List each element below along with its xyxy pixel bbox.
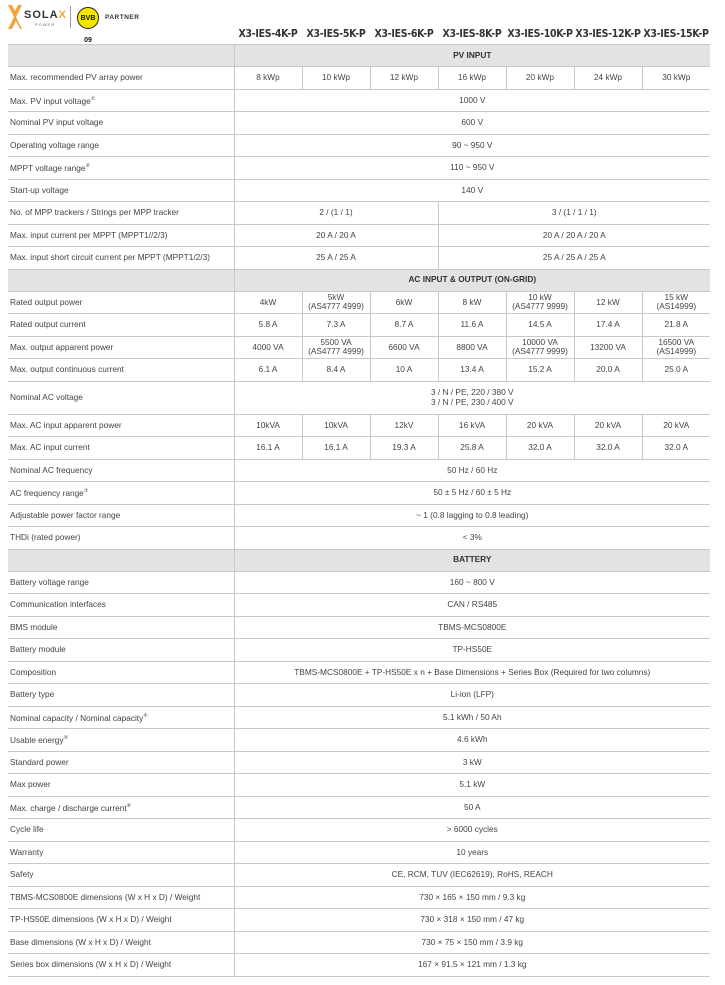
cell: 600 V — [234, 112, 710, 135]
cell: TBMS-MCS0800E + TP-HS50E x n + Base Dimensions + Series Box (Required for two columns) — [234, 661, 710, 684]
cell: 16 kVA — [438, 414, 506, 437]
cell: 4kW — [234, 291, 302, 314]
cell: 16500 VA (AS14999) — [642, 336, 710, 359]
cell: < 3% — [234, 527, 710, 550]
table-row — [8, 571, 710, 594]
section-title-pv: PV INPUT — [234, 45, 710, 67]
cell: 5.8 A — [234, 314, 302, 337]
cell: 10 kW (AS4777 9999) — [506, 291, 574, 314]
row-label: AC frequency range③ — [8, 482, 234, 505]
row-label: Max power — [8, 774, 234, 797]
cell: 3 / (1 / 1 / 1) — [438, 202, 710, 225]
cell: 16.1 A — [302, 437, 370, 460]
cell: 140 V — [234, 179, 710, 202]
partner-label: PARTNER — [105, 14, 140, 21]
section-title-ac: AC INPUT & OUTPUT (ON-GRID) — [234, 269, 710, 291]
table-row — [8, 134, 710, 157]
table-row — [8, 774, 710, 797]
section-header — [8, 45, 710, 67]
cell: TBMS-MCS0800E — [234, 616, 710, 639]
cell: 2 / (1 / 1) — [234, 202, 438, 225]
row-label: Max. recommended PV array power — [8, 67, 234, 90]
cell: 15.2 A — [506, 359, 574, 382]
logo-subtitle: POWER — [35, 22, 56, 27]
row-label: Max. output apparent power — [8, 336, 234, 359]
cell: 13.4 A — [438, 359, 506, 382]
table-row — [8, 247, 710, 270]
table-row — [8, 437, 710, 460]
row-label: Max. AC input current — [8, 437, 234, 460]
model-header-row — [234, 28, 710, 42]
cell: 10000 VA (AS4777 9999) — [506, 336, 574, 359]
cell: 30 kWp — [642, 67, 710, 90]
row-label: Max. input short circuit current per MPPT (MPPT1/2/3) — [8, 247, 234, 270]
row-label: Operating voltage range — [8, 134, 234, 157]
table-row — [8, 706, 710, 729]
table-row — [8, 639, 710, 662]
cell: 10kVA — [302, 414, 370, 437]
cell: 12kV — [370, 414, 438, 437]
table-row — [8, 886, 710, 909]
table-row — [8, 684, 710, 707]
table-row — [8, 202, 710, 225]
cell: 10 A — [370, 359, 438, 382]
cell: 730 × 165 × 150 mm / 9.3 kg — [234, 886, 710, 909]
row-label: Communication interfaces — [8, 594, 234, 617]
table-row — [8, 179, 710, 202]
cell: TP-HS50E — [234, 639, 710, 662]
cell: 13200 VA — [574, 336, 642, 359]
row-label: Standard power — [8, 751, 234, 774]
page-header — [0, 0, 725, 44]
cell: 25.8 A — [438, 437, 506, 460]
table-row — [8, 504, 710, 527]
cell: 25 A / 25 A / 25 A — [438, 247, 710, 270]
solax-x-logo-icon — [8, 5, 22, 29]
logo-wordmark: SOLAX — [24, 9, 67, 21]
row-label: Rated output current — [8, 314, 234, 337]
model-name: X3-IES-12K-P — [575, 28, 641, 40]
cell: 20.0 A — [574, 359, 642, 382]
table-row — [8, 661, 710, 684]
table-row — [8, 291, 710, 314]
footnote-mark: ③ — [83, 488, 89, 494]
cell: 50 A — [234, 796, 710, 819]
model-name: X3-IES-15K-P — [643, 28, 709, 40]
cell: 5.1 kW — [234, 774, 710, 797]
cell: Li-ion (LFP) — [234, 684, 710, 707]
cell: 10kVA — [234, 414, 302, 437]
cell: 3 kW — [234, 751, 710, 774]
cell: 50 Hz / 60 Hz — [234, 459, 710, 482]
cell: CE, RCM, TUV (IEC62619), RoHS, REACH — [234, 864, 710, 887]
row-label: Rated output power — [8, 291, 234, 314]
cell: 8.4 A — [302, 359, 370, 382]
row-label: THDi (rated power) — [8, 527, 234, 550]
table-row — [8, 594, 710, 617]
table-row — [8, 616, 710, 639]
cell: 6600 VA — [370, 336, 438, 359]
cell: 110 ~ 950 V — [234, 157, 710, 180]
row-label: TBMS-MCS0800E dimensions (W x H x D) / Weight — [8, 886, 234, 909]
cell: 19.3 A — [370, 437, 438, 460]
cell: 21.8 A — [642, 314, 710, 337]
cell: 11.6 A — [438, 314, 506, 337]
bvb-badge: BVB 09 — [77, 7, 99, 29]
cell: 8 kWp — [234, 67, 302, 90]
table-row — [8, 841, 710, 864]
cell: 16.1 A — [234, 437, 302, 460]
cell: 12 kWp — [370, 67, 438, 90]
row-label: Series box dimensions (W x H x D) / Weight — [8, 954, 234, 977]
table-row — [8, 112, 710, 135]
cell: ~ 1 (0.8 lagging to 0.8 leading) — [234, 504, 710, 527]
table-row — [8, 157, 710, 180]
cell: 90 ~ 950 V — [234, 134, 710, 157]
table-row — [8, 729, 710, 752]
model-name: X3-IES-4K-P — [238, 28, 298, 40]
table-row — [8, 414, 710, 437]
table-row — [8, 224, 710, 247]
cell: 4.6 kWh — [234, 729, 710, 752]
cell: 5500 VA (AS4777 4999) — [302, 336, 370, 359]
row-label: Warranty — [8, 841, 234, 864]
row-label: Nominal AC frequency — [8, 459, 234, 482]
row-label: Composition — [8, 661, 234, 684]
cell: 20 A / 20 A — [234, 224, 438, 247]
row-label: Cycle life — [8, 819, 234, 842]
table-row — [8, 336, 710, 359]
cell: 730 × 318 × 150 mm / 47 kg — [234, 909, 710, 932]
cell: 10 kWp — [302, 67, 370, 90]
section-header — [8, 549, 710, 571]
row-label: Nominal PV input voltage — [8, 112, 234, 135]
model-name: X3-IES-6K-P — [374, 28, 434, 40]
row-label: Max. output continuous current — [8, 359, 234, 382]
cell: 10 years — [234, 841, 710, 864]
model-name: X3-IES-10K-P — [507, 28, 573, 40]
cell: 5kW (AS4777 4999) — [302, 291, 370, 314]
cell: 32.0 A — [574, 437, 642, 460]
table-row — [8, 359, 710, 382]
row-label: Max. AC input apparent power — [8, 414, 234, 437]
table-row — [8, 314, 710, 337]
cell: 8 kW — [438, 291, 506, 314]
row-label: No. of MPP trackers / Strings per MPP tracker — [8, 202, 234, 225]
table-row — [8, 864, 710, 887]
cell: 20 kVA — [506, 414, 574, 437]
row-label: Adjustable power factor range — [8, 504, 234, 527]
cell: 25 A / 25 A — [234, 247, 438, 270]
cell: 730 × 75 × 150 mm / 3.9 kg — [234, 931, 710, 954]
cell: 32.0 A — [642, 437, 710, 460]
spec-table — [8, 44, 710, 977]
cell: 1000 V — [234, 89, 710, 112]
cell: 4000 VA — [234, 336, 302, 359]
cell: 24 kWp — [574, 67, 642, 90]
row-label: Start-up voltage — [8, 179, 234, 202]
row-label: Nominal AC voltage — [8, 381, 234, 414]
cell: 8800 VA — [438, 336, 506, 359]
cell: 15 kW (AS14999) — [642, 291, 710, 314]
cell: 6kW — [370, 291, 438, 314]
section-title-battery: BATTERY — [234, 549, 710, 571]
table-row — [8, 527, 710, 550]
cell: 12 kW — [574, 291, 642, 314]
cell: 3 / N / PE, 220 / 380 V 3 / N / PE, 230 / 400 V — [234, 381, 710, 414]
cell: 8.7 A — [370, 314, 438, 337]
table-row — [8, 796, 710, 819]
cell: 50 ± 5 Hz / 60 ± 5 Hz — [234, 482, 710, 505]
cell: > 6000 cycles — [234, 819, 710, 842]
table-row — [8, 954, 710, 977]
cell: 20 kWp — [506, 67, 574, 90]
row-label: Max. input current per MPPT (MPPT1//2/3) — [8, 224, 234, 247]
footnote-mark: ① — [90, 95, 96, 102]
cell: 32.0 A — [506, 437, 574, 460]
logo-divider — [70, 6, 71, 28]
table-row — [8, 931, 710, 954]
cell: 14.5 A — [506, 314, 574, 337]
cell: 167 × 91.5 × 121 mm / 1.3 kg — [234, 954, 710, 977]
table-row — [8, 89, 710, 112]
cell: CAN / RS485 — [234, 594, 710, 617]
cell: 20 kVA — [574, 414, 642, 437]
cell: 20 kVA — [642, 414, 710, 437]
model-name: X3-IES-8K-P — [442, 28, 502, 40]
table-row — [8, 909, 710, 932]
footnote-mark: ② — [85, 163, 90, 169]
row-label: Battery module — [8, 639, 234, 662]
row-label: Safety — [8, 864, 234, 887]
row-label: MPPT voltage range② — [8, 157, 234, 180]
row-label: Max. charge / discharge current⑥ — [8, 796, 234, 819]
cell: 20 A / 20 A / 20 A — [438, 224, 710, 247]
table-row — [8, 67, 710, 90]
table-row — [8, 819, 710, 842]
table-row — [8, 459, 710, 482]
row-label: Battery type — [8, 684, 234, 707]
footnote-mark: ⑥ — [126, 802, 132, 809]
row-label: Usable energy⑤ — [8, 729, 234, 752]
footnote-mark: ⑤ — [63, 735, 68, 741]
cell: 17.4 A — [574, 314, 642, 337]
cell: 7.3 A — [302, 314, 370, 337]
table-row — [8, 751, 710, 774]
section-header — [8, 269, 710, 291]
footnote-mark: ④ — [143, 712, 148, 719]
table-row — [8, 381, 710, 414]
cell: 16 kWp — [438, 67, 506, 90]
model-name: X3-IES-5K-P — [306, 28, 366, 40]
row-label: Base dimensions (W x H x D) / Weight — [8, 931, 234, 954]
row-label: Battery voltage range — [8, 571, 234, 594]
row-label: Max. PV input voltage① — [8, 89, 234, 112]
row-label: TP-HS50E dimensions (W x H x D) / Weight — [8, 909, 234, 932]
row-label: BMS module — [8, 616, 234, 639]
table-row — [8, 482, 710, 505]
row-label: Nominal capacity / Nominal capacity④ — [8, 706, 234, 729]
cell: 25.0 A — [642, 359, 710, 382]
cell: 6.1 A — [234, 359, 302, 382]
cell: 160 ~ 800 V — [234, 571, 710, 594]
cell: 5.1 kWh / 50 Ah — [234, 706, 710, 729]
